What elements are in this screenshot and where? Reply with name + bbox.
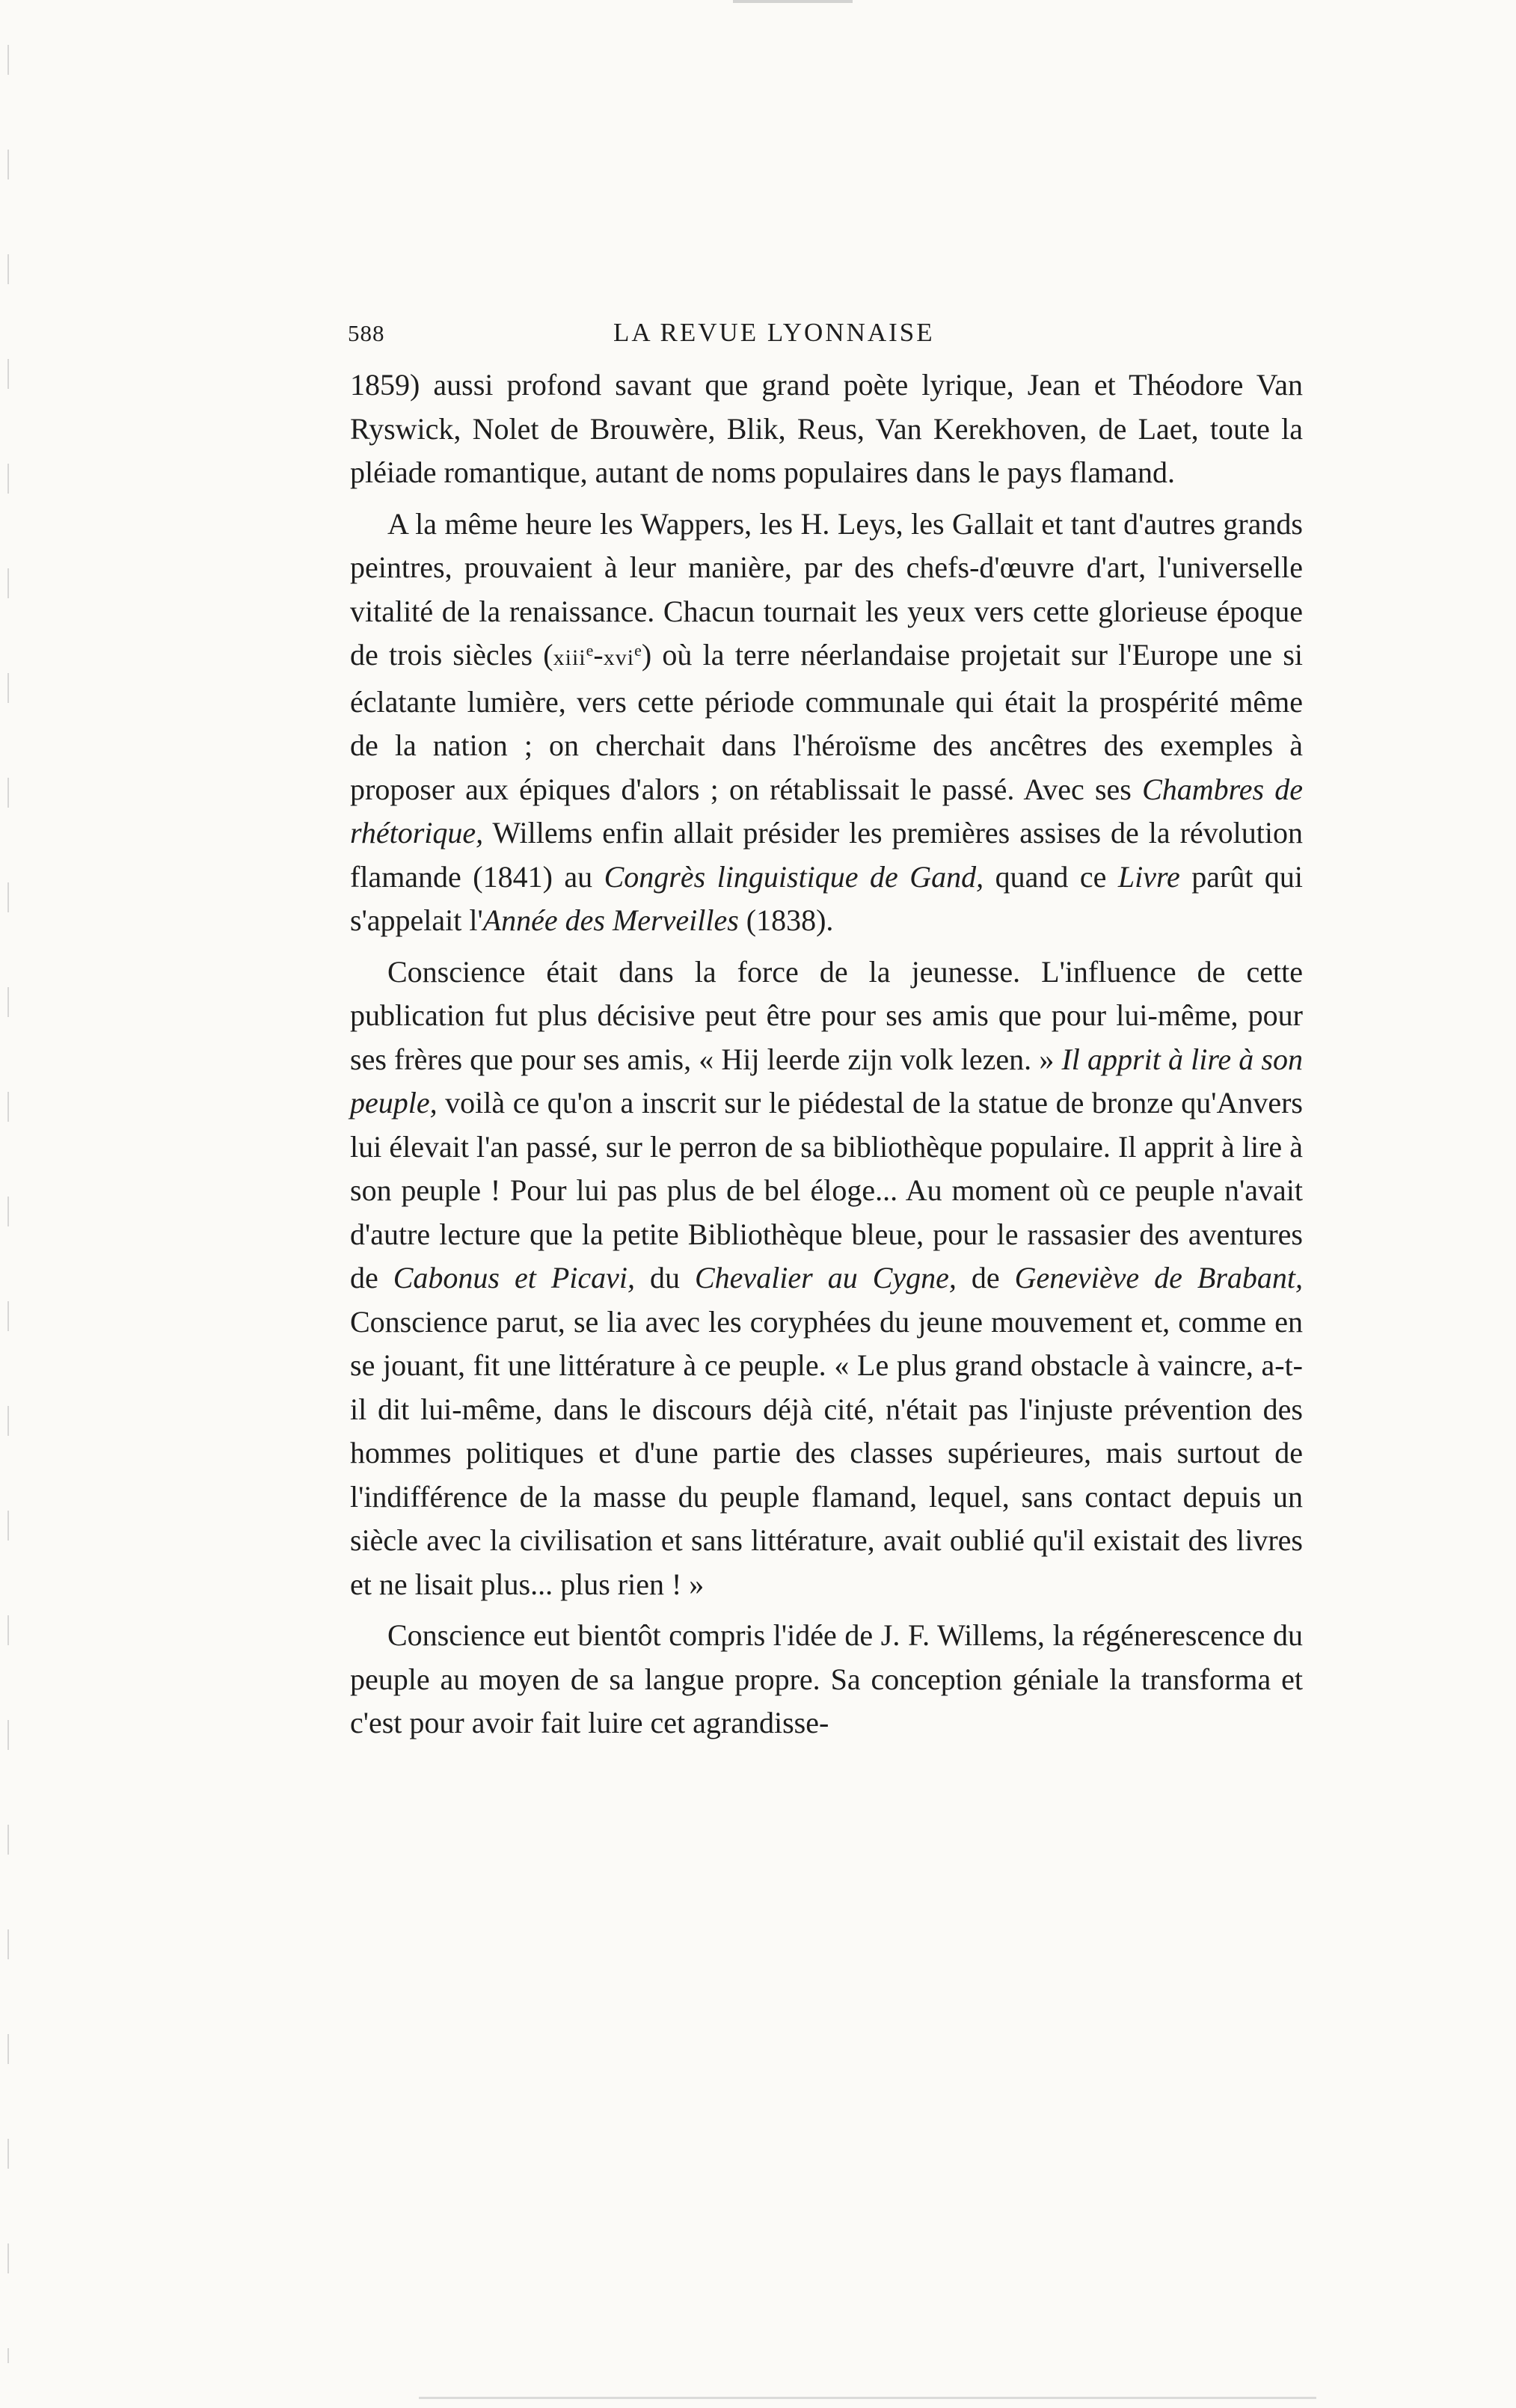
- scan-edge-left: [7, 45, 9, 2363]
- p2-text-4: quand ce: [983, 859, 1118, 894]
- paragraph-4: Conscience eut bientôt compris l'idée de J. F. Willems, la régénerescence du peuple au moyen de sa langue propre. Sa conception géniale la transforma et c'est pour avoir fait luire cet agrandisse-: [350, 1618, 1303, 1739]
- paragraph-3: [350, 950, 1303, 1607]
- p3-text-5: Conscience parut, se lia avec les coryphées du jeune mouvement et, comme en se jouant, fit une littérature à ce peuple. « Le plus grand obstacle à vaincre, a-t-il dit lui-même, dans le discours déjà cité, n'était pas l'injuste prévention des hommes politiques et d'une partie des classes supérieures, mais surtout de l'indifférence de la masse du peuple flamand, lequel, sans contact depuis un siècle avec la civilisation et sans littérature, avait oublié qu'il existait des livres et ne lisait plus... plus rien ! »: [350, 1304, 1303, 1601]
- p2-italic-1: Chambres de rhétorique,: [350, 772, 1303, 850]
- p3-italic-2: Cabonus et Picavi,: [393, 1261, 636, 1294]
- p2-text-1: A la même heure les Wappers, les H. Leys, les Gallait et tant d'autres grands peintres, prouvaient à leur manière, par des chefs-d'œuvre d'art, l'universelle vitalité de la renaissance. Chacun tournait les yeux vers cette glorieuse époque de trois siècles (: [350, 506, 1303, 672]
- p2-text-6: (1838).: [738, 903, 834, 937]
- p2-sup-2: e: [634, 641, 642, 660]
- p3-italic-4: Geneviève de Brabant,: [1014, 1261, 1304, 1294]
- p3-text-2: voilà ce qu'on a inscrit sur le piédestal de la statue de bronze qu'Anvers lui élevait l'an passé, sur le perron de sa bibliothèque populaire. Il apprit à lire à son peuple ! Pour lui pas plus de bel éloge... Au moment où ce peuple n'avait d'autre lecture que la petite Bibliothèque bleue, pour le rassasier des aventures de: [350, 1086, 1303, 1294]
- running-title: LA REVUE LYONNAISE: [613, 318, 935, 347]
- p2-century-1: xiii: [553, 645, 586, 670]
- p3-text-4: de: [956, 1261, 1015, 1294]
- paragraph-1: 1859) aussi profond savant que grand poète lyrique, Jean et Théodore Van Ryswick, Nolet de Brouwère, Blik, Reus, Van Kerekhoven, de Laet, toute la pléiade romantique, autant de noms populaires dans le pays flamand.: [350, 368, 1303, 489]
- p2-sup-1: e: [586, 641, 594, 660]
- p3-italic-1: Il apprit à lire à son peuple,: [350, 1042, 1303, 1119]
- p2-text-2: ) où la terre néerlandaise projetait sur l'Europe une si éclatante lumière, vers cette période communale qui était la prospérité même de la nation ; on cherchait dans l'héroïsme des ancêtres des exemples à proposer aux épiques d'alors ; on rétablissait le passé. Avec ses: [350, 638, 1303, 806]
- p2-century-2: xvi: [603, 645, 635, 670]
- p3-text-1: Conscience était dans la force de la jeunesse. L'influence de cette publication fut plus décisive peut être pour ses amis que pour lui-même, pour ses frères que pour ses amis, « Hij leerde zijn volk lezen. »: [350, 954, 1303, 1076]
- p2-italic-4: Année des Merveilles: [482, 903, 739, 937]
- scan-edge-bottom: [419, 2397, 1316, 2399]
- paragraph-2: [350, 503, 1303, 943]
- p3-text-3: du: [635, 1261, 695, 1294]
- p2-text-5: parût qui s'appelait l': [350, 859, 1304, 937]
- p3-italic-3: Chevalier au Cygne,: [695, 1261, 957, 1294]
- p2-italic-3: Livre: [1117, 859, 1180, 894]
- text-block: [350, 363, 1303, 1745]
- p2-dash: -: [593, 638, 604, 672]
- p2-text-3: Willems enfin allait présider les premières assises de la révolution flamande (1841) au: [350, 816, 1303, 894]
- scan-edge-top: [733, 0, 853, 3]
- page-number: 588: [348, 320, 385, 346]
- p2-italic-2: Congrès linguistique de Gand,: [604, 859, 984, 894]
